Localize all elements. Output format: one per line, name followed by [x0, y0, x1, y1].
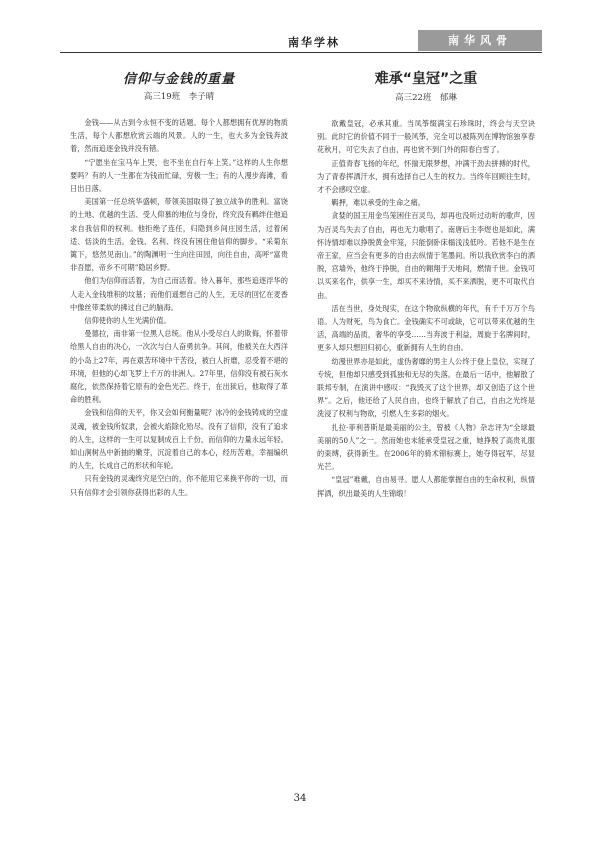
right-paragraph: 羁押，难以承受的生命之痛。: [331, 198, 425, 208]
left-paragraph: 他们为信仰而活着，为自己而活着。待入暮年，那些追逐浮华的人走入金钱堆积的坟墓；而他们遥想自己的人生，无尽的回忆在麦香中像丝带柔软的拂过自己的脑海。: [70, 276, 288, 312]
journal-name: 南华学林: [288, 36, 340, 49]
page-header: [60, 30, 542, 53]
page-number: 34: [293, 793, 307, 804]
section-band: 南华风骨: [418, 30, 542, 51]
left-paragraph: “宁愿坐在宝马车上哭，也不坐在自行车上笑。”这样的人生你想要吗？有的人一生都在为钱而忙碌，穷极一生；有的人漫步海滩，看日出日落。: [70, 157, 288, 194]
left-paragraph: 信仰使你的人生光满价值。: [84, 316, 171, 326]
left-paragraph: 金钱和信仰的天平，你又会如何衡量呢？冰冷的金钱铸成的空虚灵魂，被金钱所奴隶，会被火焰除化殆尽。没有了信仰，没有了追求的人生，这样的一生可以复制成百上千份，而信仰的力量永远年轻。如山涧树丛中新抽的嫩芽，沉淀着自己的本心，经历苦难，幸福编织的人生，长成自己的形状和年轮。: [70, 408, 288, 471]
left-article-author: 高三19班 李子晴: [143, 92, 215, 102]
right-paragraph: 贪婪的国王用金鸟笼困住百灵鸟，却再也没听过动听的歌声，因为百灵鸟失去了自由，再也无力歌唱了。南唐后主李煜也是如此，满怀诗情却难以挣脱黄金牢笼，只能倒卧床榻浅浅低吟。若他不是生在帝王家，应当会有更多的自由去纵情于笔墨间。所以我欣赏李白的洒脱，宫墙外，他终于挣脱，自由的翱翔于天地间，燃情千世。金钱可以买来名作，供享一生，却买不来诗情，买不来洒脱，更不可取代自由。: [317, 211, 535, 300]
right-article-author: 高三22班 郁琳: [395, 93, 457, 103]
right-paragraph: 欲戴皇冠，必承其重。当凤筝缀满宝石珍珠时，终会与天空诀别。此时它的价值不同于一般风筝，完全可以被陈列在博物馆独享春花秋月，可它失去了自由，再也赏不到门外的阳春白雪了。: [317, 119, 535, 155]
left-paragraph: 只有金钱的灵魂终究是空白的，你不能用它来换平你的一切，而只有信仰才会引领你获得出彩的人生。: [70, 474, 288, 497]
right-article: [317, 66, 535, 500]
right-paragraph: 正值青春飞扬的年纪，怀揣无限梦想，冲满干劲去拼搏的时代，为了青春挥洒汗水，拥有选择自己人生的权力。当终年回顾往生时，才不会感叹空虚。: [317, 158, 535, 195]
left-article: [70, 66, 288, 499]
left-article-title: 信仰与金钱的重量: [122, 72, 235, 87]
left-paragraph: 曼德拉，南非第一位黑人总统。他从小受尽白人的欺侮，怀着带给黑人自由的决心，一次次与白人奋勇抗争。其间，他被关在大西洋的小岛上27年，再在艰苦环境中干苦役，被白人折磨，忍受着不堪的环境，但他的心却飞罗上千万的非洲人。27年里，信仰没有被石灰水腐化，依然保持着它原有的金色光芒。终于，在出狱后，他取得了革命的胜利。: [70, 329, 288, 405]
right-paragraph: 扎拉·菲利普斯是最美丽的公主，曾被《人物》杂志评为“全球最美丽的50人”之一。然而她也未能承受皇冠之重，她挣脱了高贵礼服的束缚，获得新生。在2006年的骑术锦标赛上，她夺得冠军，尽显光芒。: [317, 422, 535, 472]
right-article-title: 难承“皇冠”之重: [374, 71, 478, 87]
right-paragraph: 活在当世，身处现实，在这个物欲纵横的年代，有千千万万个鸟语。人为财死，鸟为食亡。金钱确实不可或缺，它可以带来优越的生活，高端的品质，奢华的享受……当奔波于利益，周旋于名牌间时，更多人却只想回归初心，重新拥有人生的自由。: [317, 303, 535, 353]
right-paragraph: “皇冠”难戴，自由易寻。愿人人都能掌握自由的生命权利，纵情挥洒，织出最美的人生锦缎！: [317, 475, 535, 498]
right-paragraph: 幼漫世界亦是如此，虚伪奢靡的男主人公终于登上皇位，实现了专统，但他却只感受到孤独和无尽的失落。在最后一话中，他解散了联邦专制，在演讲中感叹：“我毁灭了这个世界，却又创造了这个世界”。之后，他还给了人民自由，也终于解放了自己，自由之光终是洗浸了权利与物欲，引燃人生多彩的烟火。: [317, 356, 535, 419]
left-paragraph: 美国第一任总统华盛顿，带领美国取得了独立战争的胜利。富饶的土地、优越的生活、受人仰慕的地位与身份，终究没有羁绊住他追求自我信仰的权利。他拒绝了连任，归隐到乡间庄园生活，过着闲适、恬淡的生活。金钱、名利、终没有困住他信仰的脚步。“采菊东篱下，悠然见南山。”的陶渊明一生向往田园，向往自由，高呼“富贵非吾愿，帝乡不可期”隐居乡野。: [70, 197, 288, 273]
left-paragraph: 金钱——从古到今永恒不变的话题。每个人都想拥有优厚的物质生活，每个人都想欣赏云端的风景。人的一生，也大多为金钱奔波着，然而追逐金钱并没有错。: [70, 118, 288, 154]
